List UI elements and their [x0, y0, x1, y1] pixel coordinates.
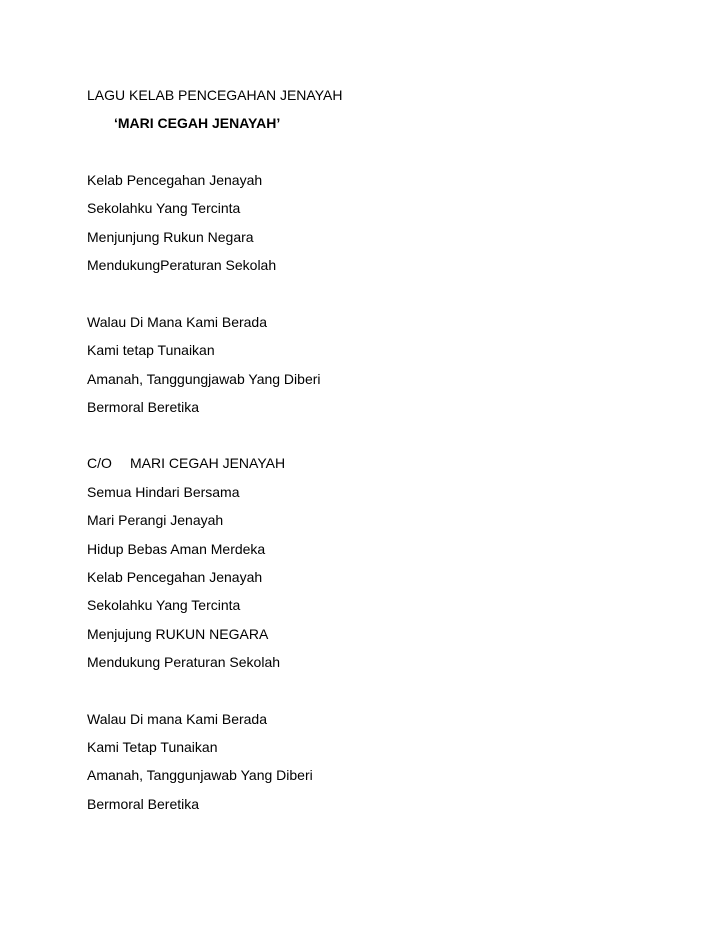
chorus-line-6: Menjujung RUKUN NEGARA — [87, 626, 269, 642]
verse2-line-4: Bermoral Beretika — [87, 399, 200, 415]
chorus-tag: C/O — [87, 455, 112, 471]
verse2-line-1: Walau Di Mana Kami Berada — [87, 314, 268, 330]
verse1-line-3: Menjunjung Rukun Negara — [87, 229, 254, 245]
verse1-line-4: MendukungPeraturan Sekolah — [87, 257, 277, 273]
chorus-line-2: Mari Perangi Jenayah — [87, 512, 224, 528]
verse1-line-2: Sekolahku Yang Tercinta — [87, 200, 241, 216]
song-title: LAGU KELAB PENCEGAHAN JENAYAH — [87, 87, 343, 103]
chorus-line-5: Sekolahku Yang Tercinta — [87, 597, 241, 613]
chorus-heading — [87, 454, 285, 472]
verse3-line-4: Bermoral Beretika — [87, 796, 200, 812]
song-subtitle: ‘MARI CEGAH JENAYAH’ — [114, 115, 281, 131]
verse3-line-3: Amanah, Tanggunjawab Yang Diberi — [87, 767, 313, 783]
verse3-line-2: Kami Tetap Tunaikan — [87, 739, 218, 755]
chorus-line-7: Mendukung Peraturan Sekolah — [87, 654, 281, 670]
chorus-line-4: Kelab Pencegahan Jenayah — [87, 569, 263, 585]
verse2-line-3: Amanah, Tanggungjawab Yang Diberi — [87, 371, 321, 387]
chorus-first-line: MARI CEGAH JENAYAH — [130, 455, 286, 471]
chorus-line-1: Semua Hindari Bersama — [87, 484, 240, 500]
verse3-line-1: Walau Di mana Kami Berada — [87, 711, 268, 727]
verse1-line-1: Kelab Pencegahan Jenayah — [87, 172, 263, 188]
chorus-line-3: Hidup Bebas Aman Merdeka — [87, 541, 266, 557]
verse2-line-2: Kami tetap Tunaikan — [87, 342, 215, 358]
